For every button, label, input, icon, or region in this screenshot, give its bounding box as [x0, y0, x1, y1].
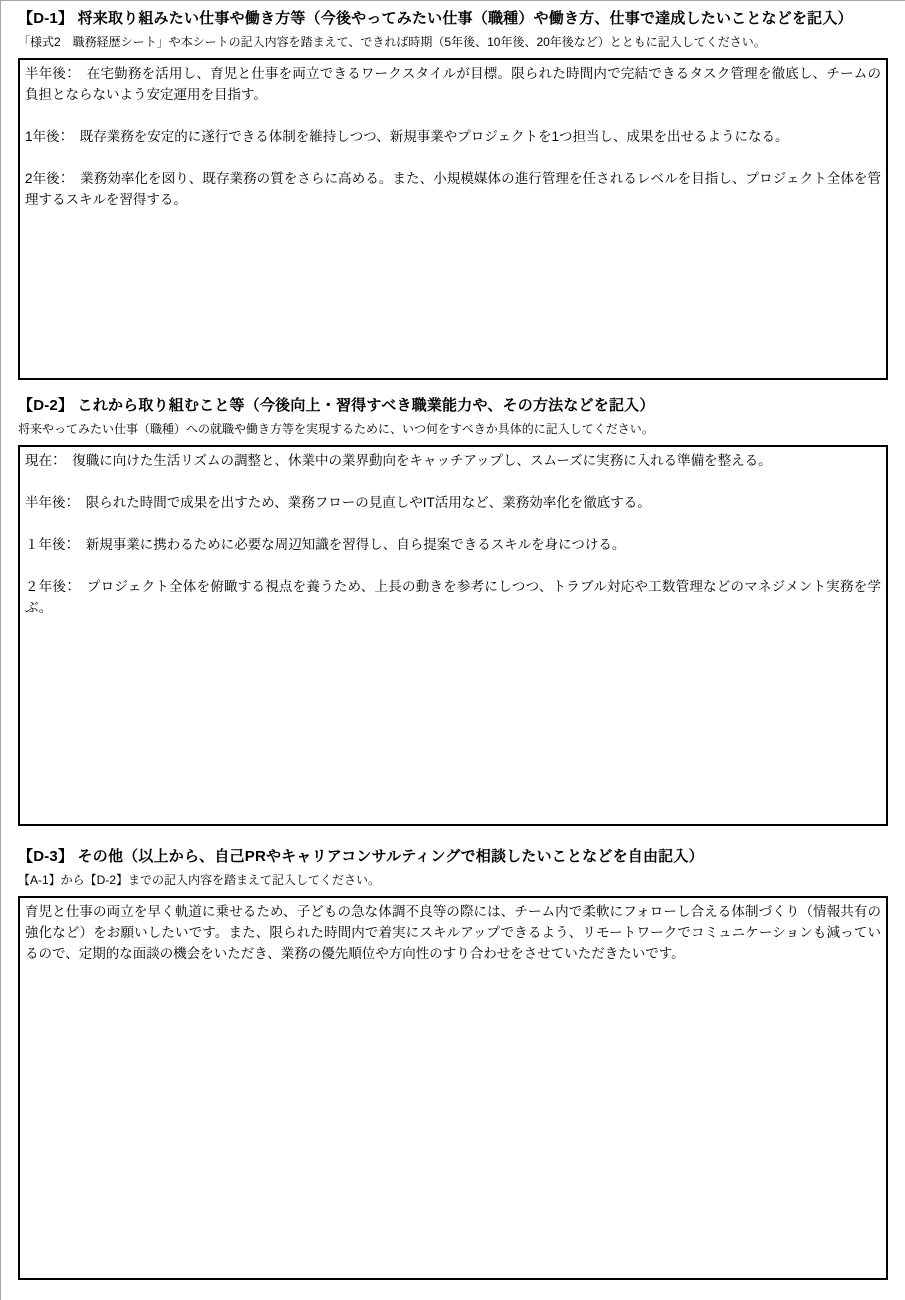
entry-paragraph: 2年後： 業務効率化を図り、既存業務の質をさらに高める。また、小規模媒体の進行管理を任されるレベルを目指し、プロジェクト全体を管理するスキルを習得する。: [25, 171, 881, 207]
section-d2-title: 【D-2】 これから取り組むこと等（今後向上・習得すべき職業能力や、その方法などを記入）: [18, 397, 655, 414]
entry-paragraph: １年後： 新規事業に携わるために必要な周辺知識を習得し、自ら提案できるスキルを身につける。: [25, 537, 626, 552]
section-d3-note: 【A-1】から【D-2】までの記入内容を踏まえて記入してください。: [18, 873, 381, 887]
entry-paragraph: 1年後： 既存業務を安定的に遂行できる体制を維持しつつ、新規事業やプロジェクトを1つ担当し、成果を出せるようになる。: [25, 129, 789, 144]
entry-paragraph: ２年後： プロジェクト全体を俯瞰する視点を養うため、上長の動きを参考にしつつ、トラブル対応や工数管理などのマネジメント実務を学ぶ。: [25, 579, 881, 615]
section-d2-note: 将来やってみたい仕事（職種）への就職や働き方等を実現するために、いつ何をすべきか具体的に記入してください。: [18, 422, 654, 436]
section-d1-entry-box[interactable]: [18, 58, 888, 380]
entry-paragraph: 育児と仕事の両立を早く軌道に乗せるため、子どもの急な体調不良等の際には、チーム内で柔軟にフォローし合える体制づくり（情報共有の強化など）をお願いしたいです。また、限られた時間内で着実にスキルアップできるよう、リモートワークでコミュニケーションも減っているので、定期的な面談の機会をいただき、業務の優先順位や方向性のすり合わせをさせていただきたいです。: [25, 904, 881, 961]
section-d1-title: 【D-1】 将来取り組みたい仕事や働き方等（今後やってみたい仕事（職種）や働き方、仕事で達成したいことなどを記入）: [18, 10, 853, 27]
section-d2: [18, 396, 888, 826]
section-d3-entry-box[interactable]: [18, 896, 888, 1280]
entry-paragraph: 半年後： 在宅勤務を活用し、育児と仕事を両立できるワークスタイルが目標。限られた時間内で完結できるタスク管理を徹底し、チームの負担とならないよう安定運用を目指す。: [25, 66, 881, 102]
entry-paragraph: 半年後： 限られた時間で成果を出すため、業務フローの見直しやIT活用など、業務効率化を徹底する。: [25, 495, 651, 510]
entry-paragraph: 現在： 復職に向けた生活リズムの調整と、休業中の業界動向をキャッチアップし、スムーズに実務に入れる準備を整える。: [25, 453, 772, 468]
section-d3: [18, 847, 888, 1280]
section-d1: [18, 9, 888, 380]
section-d2-entry-box[interactable]: [18, 445, 888, 826]
section-d1-note: 「様式2 職務経歴シート」や本シートの記入内容を踏まえて、できれば時期（5年後、10年後、20年後など）とともに記入してください。: [18, 35, 766, 49]
section-d3-title: 【D-3】 その他（以上から、自己PRやキャリアコンサルティングで相談したいことなどを自由記入）: [18, 848, 704, 865]
